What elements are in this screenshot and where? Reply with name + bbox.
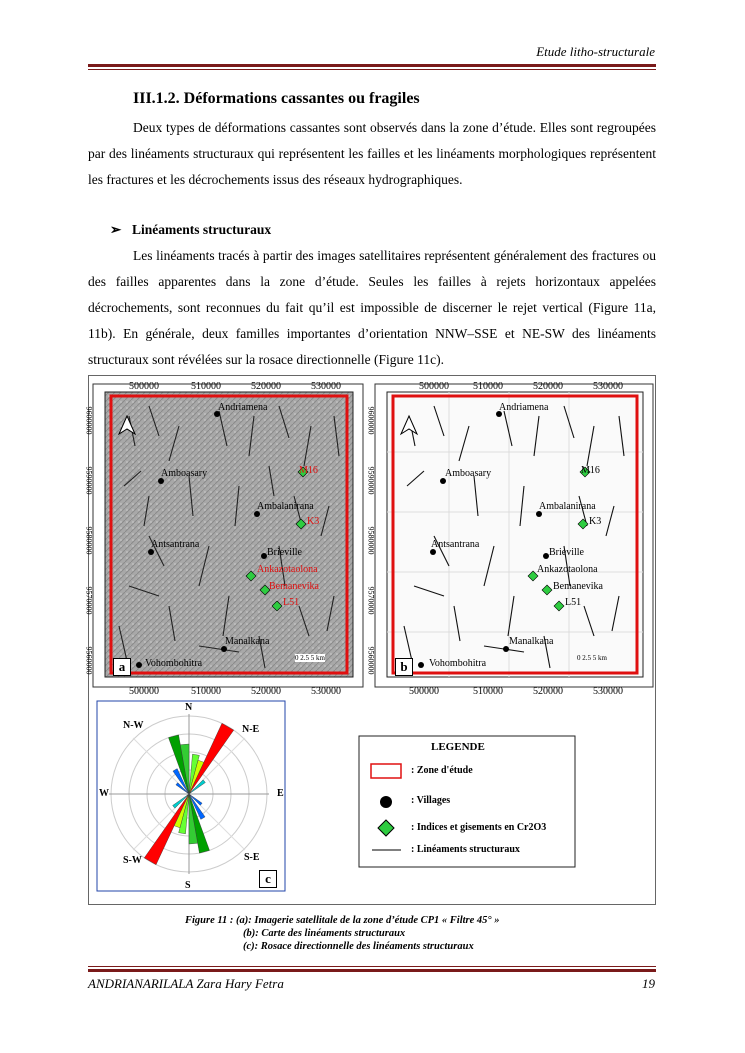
village-b-ambalanirana: Ambalanirana [539, 501, 596, 512]
rose-dir-se: S-E [244, 852, 260, 863]
header-rule-thin [88, 69, 656, 70]
indice-a-ankazotaolona: Ankazotaolona [257, 564, 318, 575]
tick-x-b-b4: 530000 [593, 686, 623, 697]
indice-b-ankazotaolona: Ankazotaolona [537, 564, 598, 575]
village-b-brieville: Brieville [549, 547, 584, 558]
rose-dir-w: W [99, 788, 109, 799]
indice-a-l51: L51 [283, 597, 300, 608]
figure-11 [84, 375, 656, 905]
tick-x-a-b1: 500000 [129, 686, 159, 697]
legend-title: LEGENDE [431, 741, 485, 753]
footer-rule-thin [88, 966, 656, 967]
indice-b-l51: L51 [565, 597, 582, 608]
village-a-brieville: Brieville [267, 547, 302, 558]
tick-y-a-3: 9580000 [84, 526, 94, 555]
village-a-antsantrana: Antsantrana [151, 539, 200, 550]
tick-y-a-2: 9590000 [84, 466, 94, 495]
tick-x-b-b1: 500000 [409, 686, 439, 697]
village-a-ambalanirana: Ambalanirana [257, 501, 314, 512]
tick-y-a-1: 9600000 [84, 406, 94, 435]
indice-a-k3: K3 [307, 516, 320, 527]
tick-x-a-b4: 530000 [311, 686, 341, 697]
tick-x-a-1: 500000 [129, 381, 159, 392]
village-a-amboasary: Amboasary [161, 468, 208, 479]
section-heading: III.1.2. Déformations cassantes ou fragiles [133, 90, 420, 107]
tick-y-b-4: 9570000 [366, 586, 376, 615]
tick-x-b-b3: 520000 [533, 686, 563, 697]
footer-author: ANDRIANARILALA Zara Hary Fetra [88, 976, 284, 991]
legend-indice-label: : Indices et gisements en Cr2O3 [411, 822, 547, 833]
legend-zone-label: : Zone d'étude [411, 765, 473, 776]
header-rule-thick [88, 64, 656, 67]
paragraph-2: Les linéaments tracés à partir des images satellitaires représentent généralement des fractures ou des failles apparentes dans la zone d’étude. Seules les failles à rejets horizontaux appelées décrochements, sont reconnues du fait qu’il est impossible de discerner le rejet vertical (Figure 11a, 11b). En générale, deux familles importantes d’orientation NNW–SSE et NE-SW des linéaments structuraux sont révélées sur la rosace directionnelle (Figure 11c). [88, 248, 656, 367]
village-a-andriamena: Andriamena [218, 402, 268, 413]
village-b-amboasary: Amboasary [445, 468, 492, 479]
bullet-heading [110, 222, 271, 238]
tick-y-b-2: 9590000 [366, 466, 376, 495]
footer-rule-thick [88, 969, 656, 972]
rose-dir-s: S [185, 880, 191, 891]
tick-x-a-2: 510000 [191, 381, 221, 392]
tick-x-a-b3: 520000 [251, 686, 281, 697]
indice-b-bemanevika: Bemanevika [553, 581, 603, 592]
panel-label-c: c [259, 870, 277, 888]
rose-dir-n: N [185, 702, 193, 713]
tick-x-b-3: 520000 [533, 381, 563, 392]
figure-caption [0, 914, 745, 953]
rose-dir-nw: N-W [123, 720, 144, 731]
tick-x-a-b2: 510000 [191, 686, 221, 697]
legend-village-label: : Villages [411, 795, 451, 806]
tick-x-a-4: 530000 [311, 381, 341, 392]
tick-x-b-b2: 510000 [473, 686, 503, 697]
indice-b-m16: M16 [581, 465, 600, 476]
tick-y-b-1: 9600000 [366, 406, 376, 435]
caption-line-1: Figure 11 : (a): Imagerie satellitale de la zone d’étude CP1 « Filtre 45° » [185, 915, 500, 926]
caption-line-3: (c): Rosace directionnelle des linéaments structuraux [243, 941, 474, 952]
rose-dir-sw: S-W [123, 855, 142, 866]
tick-y-a-4: 9570000 [84, 586, 94, 615]
tick-y-a-5: 9560000 [84, 646, 94, 675]
scale-bar-b: 0 2.5 5 km [577, 654, 607, 662]
running-title: Etude litho-structurale [536, 44, 655, 59]
map-labels [84, 376, 655, 904]
caption-line-2: (b): Carte des linéaments structuraux [243, 928, 406, 939]
rose-dir-e: E [277, 788, 284, 799]
rose-dir-ne: N-E [242, 724, 260, 735]
tick-x-a-3: 520000 [251, 381, 281, 392]
indice-b-k3: K3 [589, 516, 602, 527]
village-b-vohombohitra: Vohombohitra [429, 658, 487, 669]
village-a-manalkana: Manalkana [225, 636, 270, 647]
tick-y-b-3: 9580000 [366, 526, 376, 555]
indice-a-m16: M16 [299, 465, 318, 476]
paragraph-1: Deux types de déformations cassantes sont observés dans la zone d’étude. Elles sont regroupées par des linéaments structuraux qui représentent les failles et les linéaments morphologiques représentent les fractures et les décrochements issus des réseaux hydrographiques. [88, 120, 656, 187]
scale-bar-a: 0 2.5 5 km [295, 654, 325, 662]
legend-lineament-label: : Linéaments structuraux [411, 844, 520, 855]
tick-x-b-2: 510000 [473, 381, 503, 392]
page-number: 19 [642, 976, 655, 991]
bullet-heading-text: Linéaments structuraux [132, 222, 272, 237]
tick-y-b-5: 9560000 [366, 646, 376, 675]
village-b-andriamena: Andriamena [499, 402, 549, 413]
tick-x-b-4: 530000 [593, 381, 623, 392]
village-a-vohombohitra: Vohombohitra [145, 658, 203, 669]
bullet-arrow-icon: ➢ [110, 222, 122, 237]
indice-a-bemanevika: Bemanevika [269, 581, 319, 592]
tick-x-b-1: 500000 [419, 381, 449, 392]
village-b-antsantrana: Antsantrana [431, 539, 480, 550]
village-b-manalkana: Manalkana [509, 636, 554, 647]
panel-label-a: a [113, 658, 131, 676]
panel-label-b: b [395, 658, 413, 676]
